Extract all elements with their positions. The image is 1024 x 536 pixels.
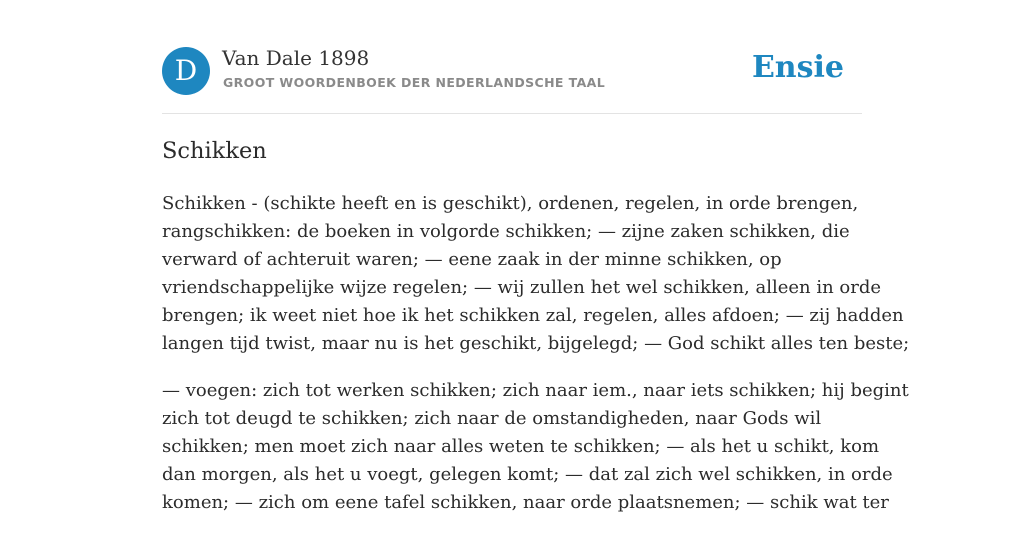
ensie-brand-logo[interactable]: Ensie xyxy=(751,50,844,85)
entry-text-line: vriendschappelijke wijze regelen; — wij zullen het wel schikken, alleen in orde xyxy=(162,277,882,298)
entry-text-line: verward of achteruit waren; — eene zaak in der minne schikken, op xyxy=(162,249,782,270)
entry-paragraph-2 xyxy=(162,377,909,517)
dictionary-header xyxy=(162,46,862,96)
dictionary-subtitle: GROOT WOORDENBOEK DER NEDERLANDSCHE TAAL xyxy=(223,75,606,90)
entry-headword: Schikken xyxy=(162,138,267,164)
entry-text-line: zich tot deugd te schikken; zich naar de omstandigheden, naar Gods wil xyxy=(162,408,822,429)
dictionary-title[interactable]: Van Dale 1898 xyxy=(222,46,370,70)
entry-text-line: Schikken - (schikte heeft en is geschikt), ordenen, regelen, in orde brengen, xyxy=(162,193,859,214)
entry-text-line: langen tijd twist, maar nu is het geschikt, bijgelegd; — God schikt alles ten beste; xyxy=(162,333,910,354)
entry-text-line: — voegen: zich tot werken schikken; zich naar iem., naar iets schikken; hij begint xyxy=(162,380,909,401)
entry-text-line: brengen; ik weet niet hoe ik het schikken zal, regelen, alles afdoen; — zij hadden xyxy=(162,305,904,326)
entry-text-line: dan morgen, als het u voegt, gelegen komt; — dat zal zich wel schikken, in orde xyxy=(162,464,893,485)
header-divider xyxy=(162,113,862,114)
entry-text-line: schikken; men moet zich naar alles weten te schikken; — als het u schikt, kom xyxy=(162,436,880,457)
entry-body xyxy=(162,190,910,536)
dictionary-logo[interactable]: D xyxy=(162,47,210,95)
entry-text-line: rangschikken: de boeken in volgorde schikken; — zijne zaken schikken, die xyxy=(162,221,850,242)
entry-text-line: komen; — zich om eene tafel schikken, naar orde plaatsnemen; — schik wat ter xyxy=(162,492,889,513)
entry-card xyxy=(162,0,910,513)
entry-paragraph-1 xyxy=(162,190,910,358)
